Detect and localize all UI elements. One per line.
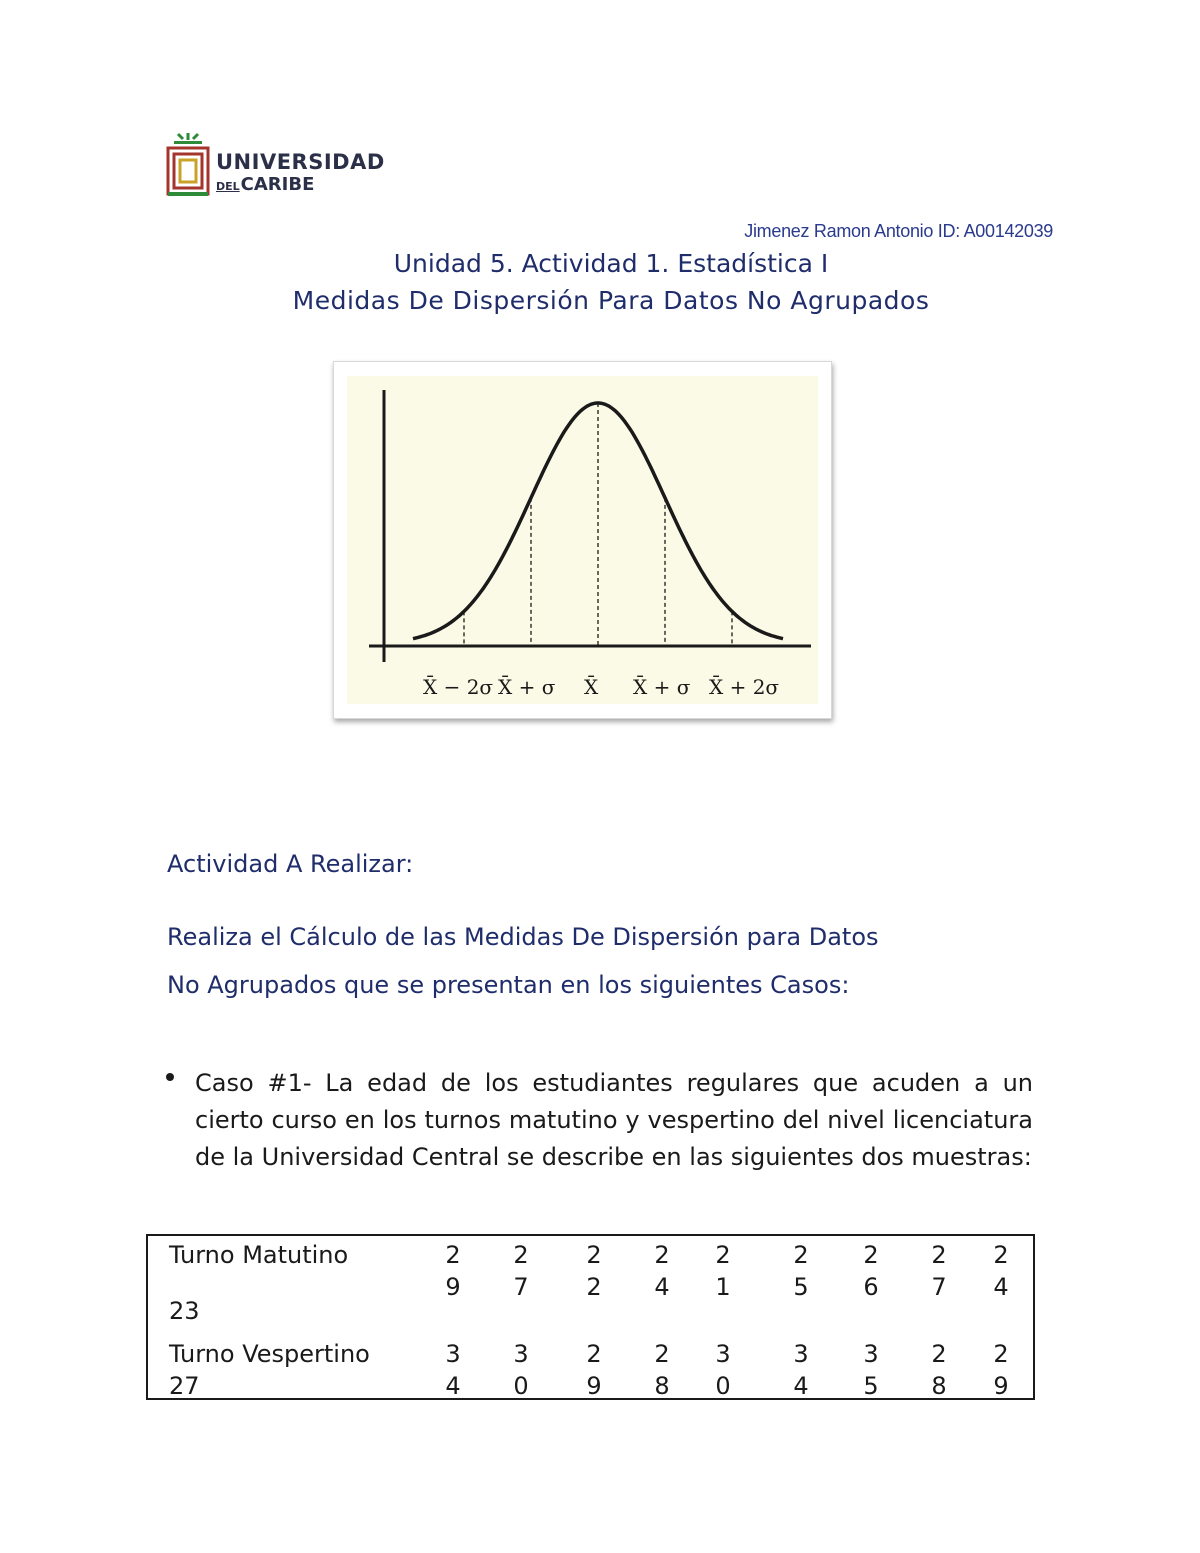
table-cell-digit: 4 (993, 1273, 1009, 1301)
table-cell-digit: 2 (445, 1241, 461, 1269)
figure-label: X̄ + σ (633, 675, 691, 699)
table-cell-digit: 0 (715, 1372, 731, 1400)
table-cell-digit: 2 (586, 1273, 602, 1301)
table-cell-digit: 4 (654, 1273, 670, 1301)
row-label-vespertino: Turno Vespertino (169, 1340, 370, 1368)
table-cell-digit: 9 (993, 1372, 1009, 1400)
table-cell-digit: 7 (931, 1273, 947, 1301)
table-cell-digit: 9 (445, 1273, 461, 1301)
logo-del: DEL (216, 180, 240, 193)
table-cell-digit: 9 (586, 1372, 602, 1400)
logo-caribe: CARIBE (240, 174, 315, 195)
figure-label: X̄ − 2σ (423, 675, 494, 699)
table-cell-digit: 4 (793, 1372, 809, 1400)
case-1-text: Caso #1- La edad de los estudiantes regulares que acuden a un cierto curso en los turnos matutino y vespertino del nivel licenciatura de la Universidad Central se describe en las siguientes dos muestras: (195, 1069, 1033, 1171)
table-cell-digit: 5 (863, 1372, 879, 1400)
table-cell-digit: 2 (931, 1340, 947, 1368)
table-cell-digit: 2 (715, 1241, 731, 1269)
bell-curve-svg (347, 376, 818, 704)
table-cell-digit: 2 (993, 1340, 1009, 1368)
logo-wordmark-top: UNIVERSIDAD (216, 150, 385, 174)
table-cell-digit: 3 (715, 1340, 731, 1368)
bullet-dot-icon (166, 1073, 174, 1081)
row-label-matutino: Turno Matutino (169, 1241, 349, 1269)
table-cell-digit: 1 (715, 1273, 731, 1301)
table-cell-digit: 2 (654, 1340, 670, 1368)
figure-label: X̄ + σ (498, 675, 556, 699)
table-cell-digit: 3 (793, 1340, 809, 1368)
logo-wordmark-bottom (216, 174, 314, 195)
figure-label: X̄ + 2σ (709, 675, 780, 699)
table-cell-digit: 3 (863, 1340, 879, 1368)
row-first-value-vespertino: 27 (169, 1372, 200, 1400)
table-cell-digit: 2 (863, 1241, 879, 1269)
table-cell-digit: 0 (513, 1372, 529, 1400)
table-cell-digit: 8 (654, 1372, 670, 1400)
table-cell-digit: 2 (993, 1241, 1009, 1269)
table-cell-digit: 7 (513, 1273, 529, 1301)
activity-heading: Actividad A Realizar: (167, 850, 414, 878)
document-title: Unidad 5. Actividad 1. Estadística I (393, 249, 829, 278)
table-cell-digit: 4 (445, 1372, 461, 1400)
table-cell-digit: 3 (513, 1340, 529, 1368)
table-cell-digit: 2 (586, 1340, 602, 1368)
normal-curve-figure (333, 361, 832, 719)
table-cell-digit: 2 (931, 1241, 947, 1269)
samples-table (146, 1234, 1035, 1400)
row-first-value-matutino: 23 (169, 1297, 200, 1325)
figure-canvas (347, 376, 818, 704)
table-cell-digit: 2 (586, 1241, 602, 1269)
figure-label: X̄ (584, 675, 599, 699)
university-logo (166, 132, 385, 198)
table-cell-digit: 2 (513, 1241, 529, 1269)
author-line: Jimenez Ramon Antonio ID: A00142039 (744, 221, 1053, 241)
document-subtitle: Medidas De Dispersión Para Datos No Agrupados (292, 286, 930, 315)
table-cell-digit: 3 (445, 1340, 461, 1368)
activity-intro-line-2: No Agrupados que se presentan en los siguientes Casos: (167, 971, 850, 999)
university-crest-icon (166, 132, 210, 198)
table-cell-digit: 2 (793, 1241, 809, 1269)
table-cell-digit: 2 (654, 1241, 670, 1269)
table-cell-digit: 5 (793, 1273, 809, 1301)
table-cell-digit: 8 (931, 1372, 947, 1400)
activity-intro-line-1: Realiza el Cálculo de las Medidas De Dispersión para Datos (167, 923, 879, 951)
table-cell-digit: 6 (863, 1273, 879, 1301)
